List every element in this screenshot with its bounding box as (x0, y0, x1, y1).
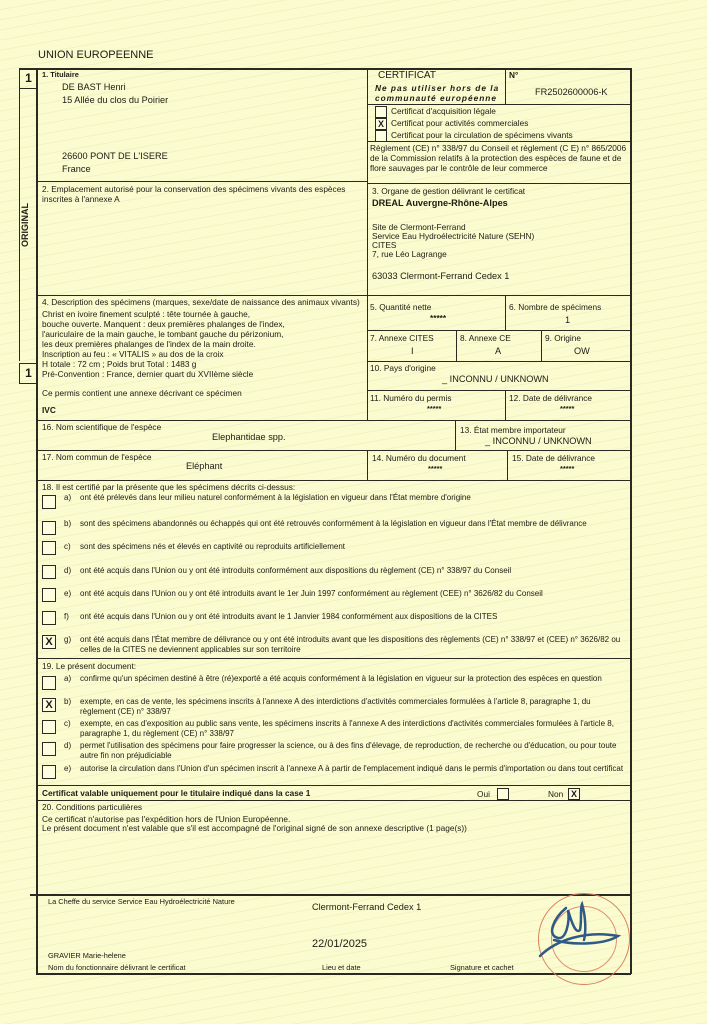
divider (36, 894, 631, 895)
divider (367, 330, 631, 331)
checkbox-19c[interactable] (42, 720, 56, 734)
item-text: ont été acquis dans l'Union ou y ont été introduits avant le 1 Janvier 1984 conformément aux dispositions de la CITES (80, 612, 498, 621)
item-text: ont été acquis dans l'Union ou y ont été introduits conformément aux dispositions du règlement (CE) n° 338/97 du Conseil (80, 566, 512, 575)
item-text: ont été acquis dans l'Union ou y ont été introduits avant le 1er Juin 1997 conformément au règlement (CEE) n° 3626/82 du Conseil (80, 589, 543, 598)
checkbox-non[interactable]: X (568, 788, 580, 800)
description-line: les deux premières phalanges de l'index de la main droite. (42, 339, 256, 349)
checkbox-legal-acquisition[interactable] (375, 106, 387, 118)
specimen-count: 1 (565, 315, 571, 325)
divider (455, 420, 456, 450)
official-name: GRAVIER Marie-helene (48, 951, 126, 960)
place-date-label: Lieu et date (322, 963, 361, 972)
signature-icon (536, 900, 626, 970)
union-header: UNION EUROPEENNE (38, 49, 154, 61)
frame-right (630, 68, 632, 895)
divider (36, 658, 631, 659)
validity-label: Certificat valable uniquement pour le titulaire indiqué dans la case 1 (42, 788, 311, 798)
checkbox-19e[interactable] (42, 765, 56, 779)
box4-label: 4. Description des spécimens (marques, sexe/date de naissance des animaux vivants) (42, 297, 360, 307)
item-letter: c) (64, 542, 71, 551)
frame-top (19, 68, 631, 70)
divider (367, 361, 631, 362)
divider (36, 295, 631, 296)
divider (36, 480, 631, 481)
issue-date: 22/01/2025 (312, 938, 368, 950)
divider (505, 68, 506, 104)
checkbox-18c[interactable] (42, 541, 56, 555)
item-text: permet l'utilisation des spécimens pour faire progresser la science, ou à des fins d'élevage, de reproduction, de recherche ou d'éducation, ou pour toute autre fin non préjudiciable (80, 741, 617, 760)
box13-label: 13. État membre importateur (460, 425, 566, 435)
item-letter: c) (64, 719, 71, 728)
frame-left (36, 68, 38, 895)
type-legal-acquisition-label: Certificat d'acquisition légale (391, 106, 496, 116)
item-text: sont des spécimens nés et élevés en captivité ou reproduits artificiellement (80, 542, 346, 551)
box6-label: 6. Nombre de spécimens (509, 302, 602, 312)
oui-label: Oui (477, 789, 490, 799)
ec-annex: A (495, 346, 502, 356)
issue-place: Clermont-Ferrand Cedex 1 (312, 902, 422, 912)
item-text: autorise la circulation dans l'Union d'un spécimen inscrit à l'annexe A à partir de l'emplacement indiqué dans le permis d'importation ou dans tout certificat (80, 764, 624, 773)
box2-label: 2. Emplacement autorisé pour la conservation des spécimens vivants des espèces inscrites à l'annexe A (42, 184, 346, 204)
checkbox-18d[interactable] (42, 565, 56, 579)
permit-issue-date: ***** (560, 404, 575, 413)
checkbox-19b[interactable]: X (42, 698, 56, 712)
divider (630, 894, 632, 974)
original-label: ORIGINAL (20, 203, 30, 247)
divider (367, 390, 631, 391)
origin-code: OW (574, 346, 590, 356)
copy-number-bottom: 1 (19, 363, 38, 384)
warning-line-1: Ne pas utiliser hors de la (375, 83, 500, 93)
divider (505, 390, 506, 421)
box19-label: 19. Le présent document: (42, 661, 137, 671)
scientific-name: Elephantidae spp. (212, 432, 286, 442)
box20-label: 20. Conditions particulières (42, 802, 143, 812)
issuing-line-4: 7, rue Léo Lagrange (372, 249, 447, 259)
divider (541, 330, 542, 361)
specimen-code: IVC (42, 405, 56, 415)
checkbox-oui[interactable] (497, 788, 509, 800)
issuing-org: DREAL Auvergne-Rhône-Alpes (372, 198, 508, 208)
item-letter: a) (64, 674, 72, 683)
checkbox-18b[interactable] (42, 521, 56, 535)
checkbox-19d[interactable] (42, 742, 56, 756)
box14-label: 14. Numéro du document (372, 453, 466, 463)
description-line: l'auriculaire de la main gauche, le tombant gauche du périzonium, (42, 329, 284, 339)
condition-line-2: Le présent document n'est valable que s'il est accompagné de l'original signé de son annexe descriptive (1 page(s)) (42, 823, 467, 833)
issuing-line-2: Service Eau Hydroélectricité Nature (SEHN) (372, 231, 535, 241)
country-of-origin: _ INCONNU / UNKNOWN (442, 374, 549, 384)
box17-label: 17. Nom commun de l'espèce (42, 452, 152, 462)
divider (507, 450, 508, 480)
certificate-number: FR2502600006-K (535, 87, 608, 97)
divider (456, 330, 457, 361)
divider (367, 450, 368, 480)
box16-label: 16. Nom scientifique de l'espèce (42, 422, 162, 432)
official-title: La Cheffe du service Service Eau Hydroélectricité Nature (48, 897, 235, 906)
common-name: Eléphant (186, 461, 223, 471)
checkbox-18f[interactable] (42, 611, 56, 625)
divider (367, 104, 631, 105)
annex-note: Ce permis contient une annexe décrivant ce spécimen (42, 388, 242, 398)
divider (36, 800, 631, 801)
checkbox-19a[interactable] (42, 676, 56, 690)
net-quantity: ***** (430, 313, 447, 323)
item-text: ont été acquis dans l'État membre de délivrance ou y ont été introduits avant que les dispositions des règlements (CE) n° 338/97 et (CEE) n° 3626/82 ou celles de la CITES ne deviennent applicables sur son territoire (80, 635, 621, 654)
number-label: N° (509, 70, 519, 80)
copy-number-top: 1 (19, 68, 38, 89)
description-line: Inscription au feu : « VITALIS » au dos de la croix (42, 349, 224, 359)
box10-label: 10. Pays d'origine (370, 363, 436, 373)
document-issue-date: ***** (560, 464, 575, 473)
divider (36, 973, 631, 975)
box7-label: 7. Annexe CITES (370, 333, 434, 343)
regulation-text: Règlement (CE) n° 338/97 du Conseil et règlement (C E) n° 865/2006 de la Commission relatifs à la protection des espèces de faune et de flore sauvages par le contrôle de leur commerce (370, 143, 627, 173)
box11-label: 11. Numéro du permis (370, 393, 452, 403)
box18-label: 18. Il est certifié par la présente que les spécimens décrits ci-dessus: (42, 482, 296, 492)
checkbox-18g[interactable]: X (42, 635, 56, 649)
description-line: bouche ouverte. Manquent : deux premières phalanges de l'index, (42, 319, 285, 329)
issuing-city: 63033 Clermont-Ferrand Cedex 1 (372, 271, 510, 281)
divider (367, 141, 631, 142)
description-line: Christ en ivoire finement sculpté : tête tournée à gauche, (42, 309, 251, 319)
box8-label: 8. Annexe CE (460, 333, 511, 343)
item-letter: b) (64, 519, 72, 528)
condition-line-1: Ce certificat n'autorise pas l'expédition hors de l'Union Européenne. (42, 814, 291, 824)
divider (36, 894, 38, 974)
item-text: ont été prélevés dans leur milieu naturel conformément à la législation en vigueur dans l'État membre d'origine (80, 493, 471, 502)
importing-member-state: _ INCONNU / UNKNOWN (485, 436, 592, 446)
holder-name: DE BAST Henri (62, 82, 126, 92)
box5-label: 5. Quantité nette (370, 302, 432, 312)
item-letter: d) (64, 566, 72, 575)
item-letter: a) (64, 493, 72, 502)
box1-label: 1. Titulaire (42, 70, 79, 79)
checkbox-18a[interactable] (42, 495, 56, 509)
box12-label: 12. Date de délivrance (509, 393, 593, 403)
issuing-line-1: Site de Clermont-Ferrand (372, 222, 466, 232)
item-letter: g) (64, 635, 72, 644)
checkbox-commercial[interactable]: X (375, 118, 387, 130)
item-text: confirme qu'un spécimen destiné à être (ré)exporté a été acquis conformément à la législation en vigueur sur la protection des espèces en question (80, 674, 602, 683)
divider (367, 295, 368, 421)
checkbox-18e[interactable] (42, 588, 56, 602)
divider (36, 450, 631, 451)
non-label: Non (548, 789, 564, 799)
item-text: sont des spécimens abandonnés ou échappés qui ont été retrouvés conformément à la législation en vigueur dans l'État membre de délivrance (80, 519, 587, 528)
issuing-line-3: CITES (372, 240, 397, 250)
holder-country: France (62, 164, 91, 174)
description-line: Pré-Convention : France, dernier quart du XVIIème siècle (42, 369, 254, 379)
certificate-title: CERTIFICAT (378, 70, 436, 81)
type-commercial-label: Certificat pour activités commerciales (391, 118, 529, 128)
document-number: ***** (428, 464, 443, 473)
signature-label: Signature et cachet (450, 963, 514, 972)
box3-label: 3. Organe de gestion délivrant le certificat (372, 186, 526, 196)
official-label: Nom du fonctionnaire délivrant le certificat (48, 963, 186, 972)
warning-line-2: communauté européenne (375, 93, 497, 103)
item-letter: f) (64, 612, 69, 621)
item-text: exempte, en cas de vente, les spécimens inscrits à l'annexe A des interdictions d'activités commerciales formulées à l'article 8, paragraphe 1, du règlement (CE) n° 338/97 (80, 697, 591, 716)
divider (36, 420, 631, 421)
permit-number: ***** (427, 404, 442, 413)
cites-annex: I (411, 346, 414, 356)
item-letter: d) (64, 741, 72, 750)
item-letter: b) (64, 697, 72, 706)
divider (36, 785, 631, 786)
divider (505, 295, 506, 330)
divider (36, 181, 368, 182)
holder-address: 15 Allée du clos du Poirier (62, 95, 169, 105)
type-live-specimens-label: Certificat pour la circulation de spécimens vivants (391, 130, 573, 140)
column-divider (367, 68, 368, 296)
box9-label: 9. Origine (545, 333, 581, 343)
box15-label: 15. Date de délivrance (512, 453, 596, 463)
holder-city: 26600 PONT DE L'ISERE (62, 151, 168, 161)
divider (367, 183, 631, 184)
description-line: H totale : 72 cm ; Poids brut Total : 1483 g (42, 359, 197, 369)
item-letter: e) (64, 589, 72, 598)
item-letter: e) (64, 764, 72, 773)
item-text: exempte, en cas d'exposition au public sans vente, les spécimens inscrits à l'annexe A des interdictions d'activités commerciales formulées à l'article 8, paragraphe 1, du règlement (CE) n° 338/97 (80, 719, 614, 738)
specimen-description (42, 309, 362, 379)
